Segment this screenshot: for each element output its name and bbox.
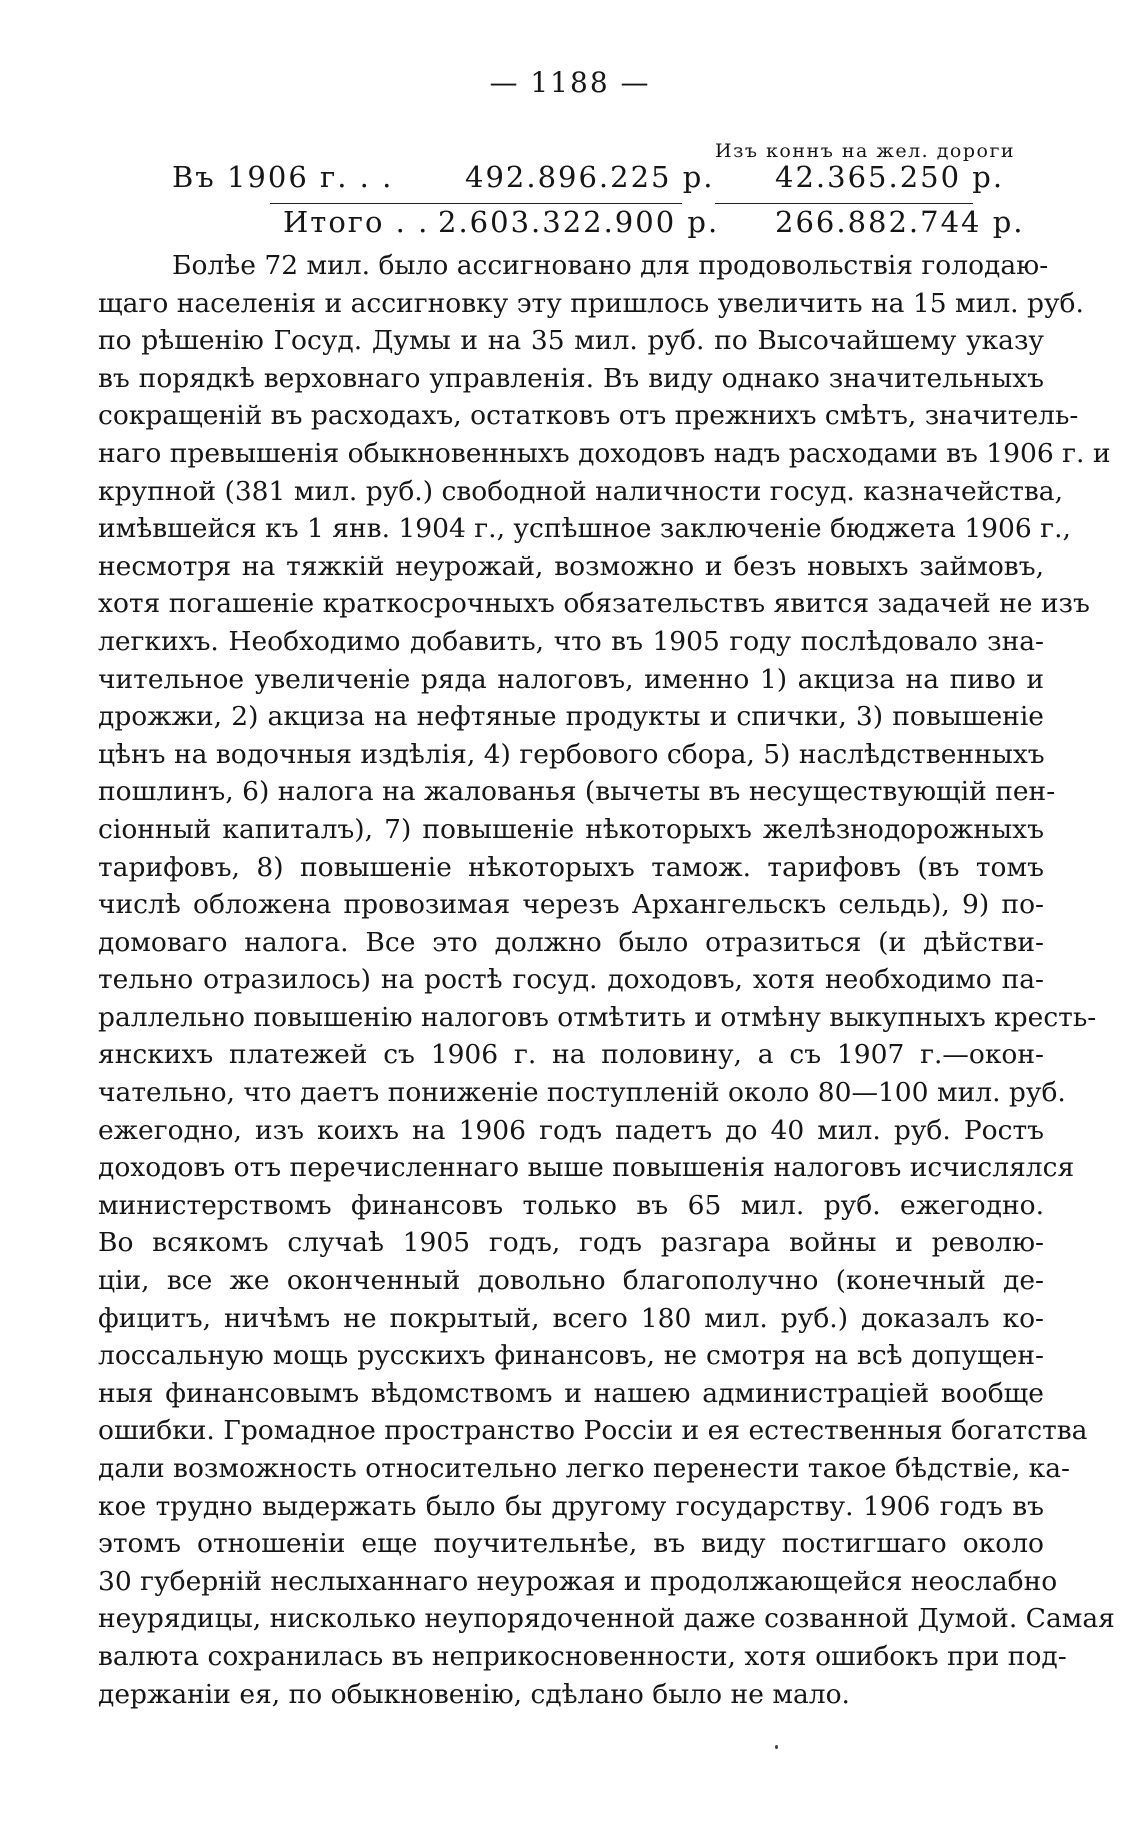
text-line: ошибки. Громадное пространство Россіи и ея естественныя богатства (98, 1415, 1088, 1447)
table-row-total (0, 205, 1140, 245)
text-line: домоваго налога. Все это должно было отразиться (и дѣйстви- (98, 926, 1044, 958)
row-label: Итого . . (283, 205, 430, 239)
text-line: фицитъ, ничѣмъ не покрытый, всего 180 мил. руб.) доказалъ ко- (98, 1302, 1044, 1334)
row-sum: 492.896.225 р. (465, 160, 715, 194)
text-line: ежегодно, изъ коихъ на 1906 годъ падетъ до 40 мил. руб. Ростъ (98, 1114, 1044, 1146)
row-income: 42.365.250 р. (775, 160, 1005, 194)
text-line: щаго населенія и ассигновку эту пришлось увеличить на 15 мил. руб. (98, 287, 1084, 319)
text-line: дали возможность относительно легко перенести такое бѣдствіе, ка- (98, 1453, 1070, 1484)
text-line: ныя финансовымъ вѣдомствомъ и нашею администраціей вообще (98, 1377, 1044, 1409)
text-line: янскихъ платежей съ 1906 г. на половину, а съ 1907 г.—окон- (98, 1039, 1044, 1071)
text-line: несмотря на тяжкій неурожай, возможно и безъ новыхъ займовъ, (98, 550, 1044, 582)
text-line: числѣ обложена провозимая черезъ Архангельскъ сельдь), 9) по- (98, 889, 1044, 921)
row-label: Въ 1906 г. . . (172, 160, 394, 194)
row-income: 266.882.744 р. (775, 205, 1025, 239)
row-sum: 2.603.322.900 р. (438, 205, 720, 239)
text-line: ціи, все же оконченный довольно благополучно (конечный де- (98, 1265, 1044, 1297)
total-rule-income (715, 203, 973, 204)
text-line: крупной (381 мил. руб.) свободной наличности госуд. казначейства, (98, 475, 1064, 507)
text-line: министерствомъ финансовъ только въ 65 мил. руб. ежегодно. (98, 1189, 1044, 1221)
text-line: легкихъ. Необходимо добавить, что въ 1905 году послѣдовало зна- (98, 625, 1044, 657)
text-line: хотя погашеніе краткосрочныхъ обязательствъ явится задачей не изъ (98, 588, 1090, 620)
text-line: Болѣе 72 мил. было ассигновано для продовольствія голодаю- (172, 250, 1049, 281)
text-line: сокращеній въ расходахъ, остатковъ отъ прежнихъ смѣтъ, значитель- (98, 400, 1079, 432)
text-line: цѣнъ на водочныя издѣлія, 4) гербового сбора, 5) наслѣдственныхъ (98, 738, 1045, 770)
text-line: чительное увеличеніе ряда налоговъ, именно 1) акциза на пиво и (98, 663, 1044, 695)
text-line: лоссальную мощь русскихъ финансовъ, не смотря на всѣ допущен- (98, 1340, 1044, 1372)
text-line: этомъ отношеніи еще поучительнѣе, въ виду постигшаго около (98, 1528, 1044, 1560)
print-speck (775, 1745, 778, 1749)
text-line: 30 губерній неслыханнаго неурожая и продолжающейся неослабно (98, 1565, 1058, 1597)
total-rule-sum (270, 203, 682, 204)
page-number: — 1188 — (489, 66, 651, 99)
body-paragraph (98, 247, 1115, 1713)
text-line: доходовъ отъ перечисленнаго выше повышенія налоговъ исчислялся (98, 1152, 1075, 1184)
text-line: по рѣшенію Госуд. Думы и на 35 мил. руб. по Высочайшему указу (98, 325, 1044, 357)
text-line: раллельно повышенію налоговъ отмѣтить и отмѣну выкупныхъ кресть- (98, 1001, 1097, 1033)
text-line: тельно отразилось) на ростѣ госуд. доходовъ, хотя необходимо па- (98, 964, 1044, 996)
text-line: дрожжи, 2) акциза на нефтяные продукты и спички, 3) повышеніе (98, 701, 1044, 733)
text-line: валюта сохранилась въ неприкосновенности, хотя ошибокъ при под- (98, 1640, 1067, 1672)
text-line: кое трудно выдержать было бы другому государству. 1906 годъ въ (98, 1490, 1044, 1522)
text-line: неурядицы, нисколько неупорядоченной даже созванной Думой. Самая (98, 1603, 1115, 1635)
text-line: чательно, что даетъ пониженіе поступленій около 80—100 мил. руб. (98, 1077, 1066, 1109)
text-line: имѣвшейся къ 1 янв. 1904 г., успѣшное заключеніе бюджета 1906 г., (98, 513, 1071, 545)
text-line: сіонный капиталъ), 7) повышеніе нѣкоторыхъ желѣзнодорожныхъ (98, 813, 1044, 845)
text-line: Во всякомъ случаѣ 1905 годъ, годъ разгара войны и револю- (98, 1227, 1044, 1259)
text-line: наго превышенія обыкновенныхъ доходовъ надъ расходами въ 1906 г. и (98, 437, 1111, 469)
text-line: въ порядкѣ верховнаго управленія. Въ виду однако значительныхъ (98, 362, 1044, 394)
table-note: Изъ коннъ на жел. дороги (715, 140, 1016, 162)
text-line: держаніи ея, по обыкновенію, сдѣлано было не мало. (98, 1678, 850, 1710)
text-line: тарифовъ, 8) повышеніе нѣкоторыхъ тамож. тарифовъ (въ томъ (98, 851, 1044, 883)
table-row-1906 (0, 160, 1140, 200)
text-line: пошлинъ, 6) налога на жалованья (вычеты въ несуществующій пен- (98, 776, 1056, 808)
